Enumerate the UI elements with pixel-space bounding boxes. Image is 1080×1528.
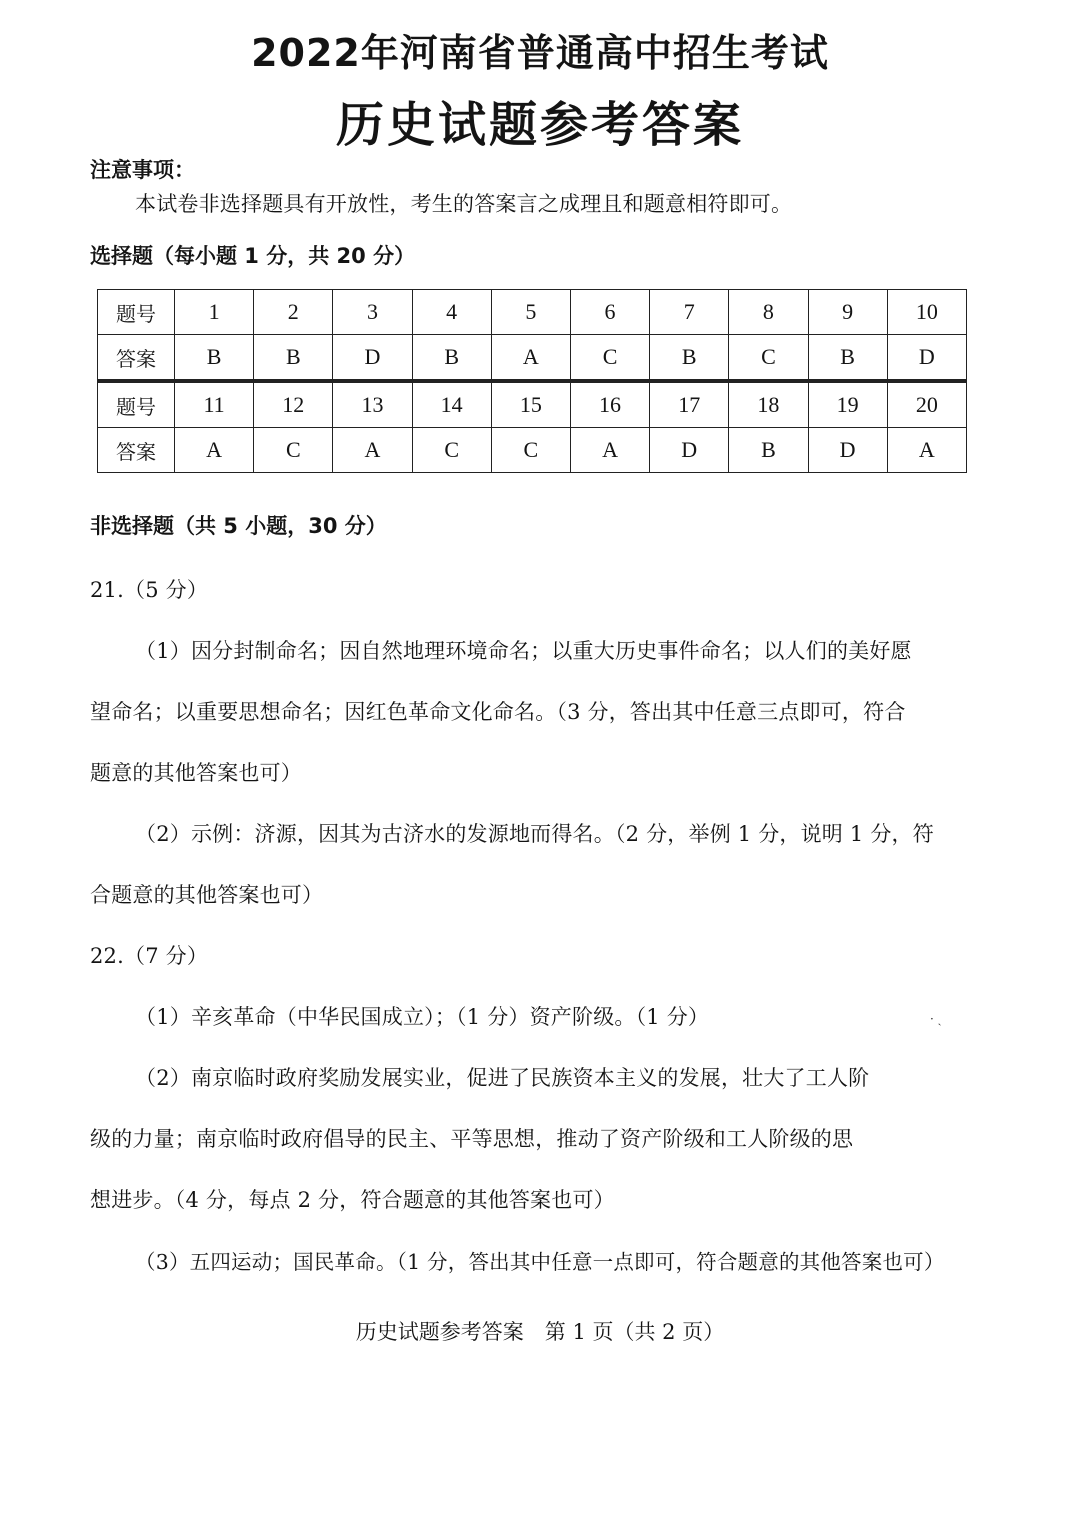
answer-cell: A bbox=[175, 428, 254, 473]
question-number: 18 bbox=[729, 381, 808, 428]
question-number: 9 bbox=[808, 290, 887, 335]
table-row-numbers-1 bbox=[98, 290, 967, 335]
notice-heading: 注意事项： bbox=[90, 158, 195, 182]
answer-cell: B bbox=[729, 428, 808, 473]
question-number: 20 bbox=[887, 381, 966, 428]
table-row-answers-2 bbox=[98, 428, 967, 473]
question-number: 3 bbox=[333, 290, 412, 335]
q22-part2-line3: 想进步。（4 分，每点 2 分，符合题意的其他答案也可） bbox=[90, 1188, 615, 1212]
q22-part2-line2: 级的力量；南京临时政府倡导的民主、平等思想，推动了资产阶级和工人阶级的思 bbox=[90, 1127, 854, 1151]
notice-text: 本试卷非选择题具有开放性，考生的答案言之成理且和题意相符即可。 bbox=[135, 192, 793, 216]
answer-cell: D bbox=[887, 335, 966, 382]
document-title: 2022年河南省普通高中招生考试 bbox=[251, 31, 829, 75]
answer-cell: C bbox=[729, 335, 808, 382]
answer-cell: D bbox=[808, 428, 887, 473]
choice-section-heading: 选择题（每小题 1 分，共 20 分） bbox=[90, 244, 416, 268]
answer-cell: A bbox=[570, 428, 649, 473]
answer-cell: B bbox=[254, 335, 333, 382]
answer-cell: D bbox=[333, 335, 412, 382]
row-label-number: 题号 bbox=[98, 381, 175, 428]
answer-cell: C bbox=[412, 428, 491, 473]
scan-speck: · ˎ bbox=[930, 1012, 942, 1026]
nonchoice-section-heading: 非选择题（共 5 小题，30 分） bbox=[90, 514, 387, 538]
question-number: 19 bbox=[808, 381, 887, 428]
q21-part1-line3: 题意的其他答案也可） bbox=[90, 761, 302, 785]
q21-part2-line1: （2）示例：济源，因其为古济水的发源地而得名。（2 分，举例 1 分，说明 1 分，符 bbox=[135, 822, 934, 846]
answer-cell: A bbox=[491, 335, 570, 382]
question-number: 1 bbox=[175, 290, 254, 335]
table-row-numbers-2 bbox=[98, 381, 967, 428]
question-number: 4 bbox=[412, 290, 491, 335]
row-label-answer: 答案 bbox=[98, 335, 175, 382]
question-number: 2 bbox=[254, 290, 333, 335]
question-number: 6 bbox=[570, 290, 649, 335]
row-label-answer: 答案 bbox=[98, 428, 175, 473]
question-number: 8 bbox=[729, 290, 808, 335]
question-22-label: 22.（7 分） bbox=[90, 944, 209, 968]
question-number: 16 bbox=[570, 381, 649, 428]
answer-cell: C bbox=[491, 428, 570, 473]
answer-cell: C bbox=[570, 335, 649, 382]
q21-part1-line2: 望命名；以重要思想命名；因红色革命文化命名。（3 分，答出其中任意三点即可，符合 bbox=[90, 700, 906, 724]
answer-cell: B bbox=[412, 335, 491, 382]
question-21-label: 21.（5 分） bbox=[90, 578, 209, 602]
page-footer: 历史试题参考答案 第 1 页（共 2 页） bbox=[355, 1320, 725, 1344]
document-subtitle: 历史试题参考答案 bbox=[335, 97, 744, 153]
question-number: 7 bbox=[650, 290, 729, 335]
answer-cell: C bbox=[254, 428, 333, 473]
question-number: 13 bbox=[333, 381, 412, 428]
q21-part1-line1: （1）因分封制命名；因自然地理环境命名；以重大历史事件命名；以人们的美好愿 bbox=[135, 639, 912, 663]
q22-part2-line1: （2）南京临时政府奖励发展实业，促进了民族资本主义的发展，壮大了工人阶 bbox=[135, 1066, 870, 1090]
question-number: 10 bbox=[887, 290, 966, 335]
table-row-answers-1 bbox=[98, 335, 967, 382]
question-number: 5 bbox=[491, 290, 570, 335]
answer-cell: D bbox=[650, 428, 729, 473]
answer-table bbox=[97, 289, 967, 473]
question-number: 15 bbox=[491, 381, 570, 428]
row-label-number: 题号 bbox=[98, 290, 175, 335]
answer-cell: A bbox=[887, 428, 966, 473]
q22-part1-line1: （1）辛亥革命（中华民国成立）；（1 分）资产阶级。（1 分） bbox=[135, 1005, 710, 1029]
answer-cell: B bbox=[650, 335, 729, 382]
answer-cell: B bbox=[808, 335, 887, 382]
q22-part3-line1: （3）五四运动；国民革命。（1 分，答出其中任意一点即可，符合题意的其他答案也可） bbox=[135, 1250, 945, 1274]
answer-cell: A bbox=[333, 428, 412, 473]
question-number: 12 bbox=[254, 381, 333, 428]
answer-cell: B bbox=[175, 335, 254, 382]
question-number: 14 bbox=[412, 381, 491, 428]
question-number: 17 bbox=[650, 381, 729, 428]
question-number: 11 bbox=[175, 381, 254, 428]
q21-part2-line2: 合题意的其他答案也可） bbox=[90, 883, 324, 907]
